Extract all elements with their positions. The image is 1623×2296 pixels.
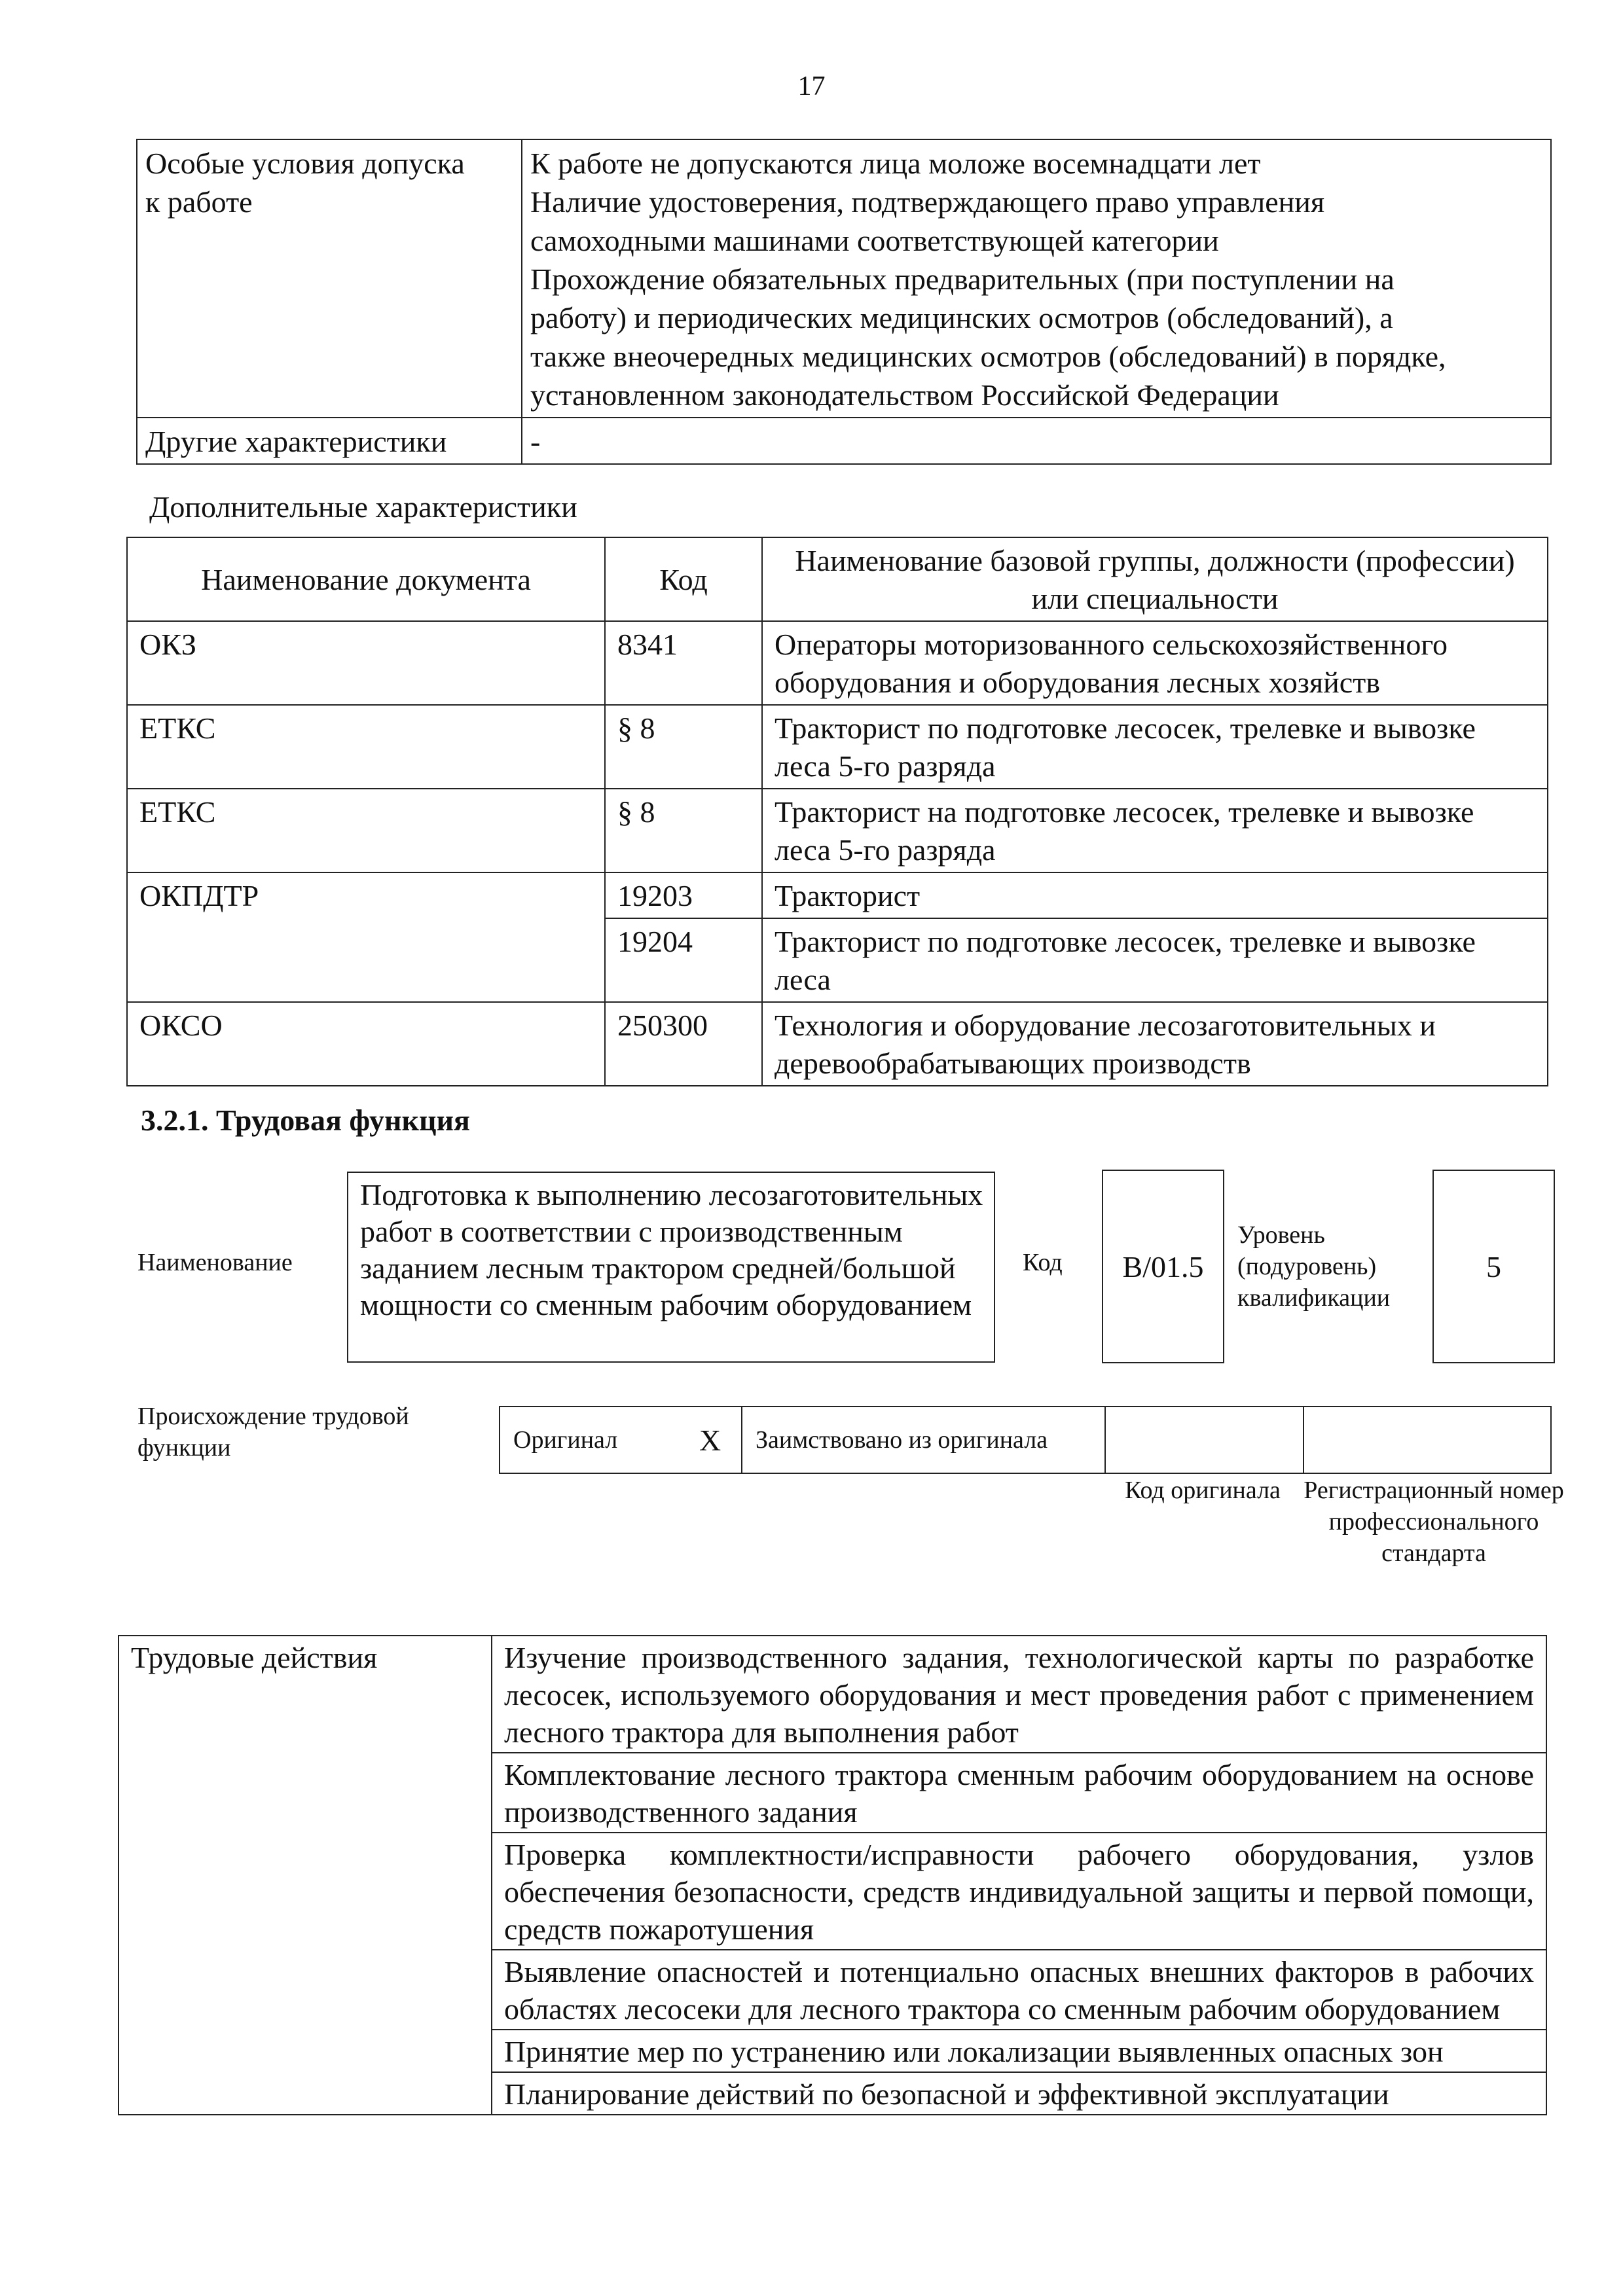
table-cell-value bbox=[522, 139, 1551, 418]
labor-actions-table bbox=[118, 1635, 1547, 2115]
table-row bbox=[119, 1636, 1546, 1753]
original-code-cell bbox=[1105, 1407, 1304, 1473]
origin-label: Происхождение трудовой функции bbox=[137, 1403, 409, 1462]
header-document: Наименование документа bbox=[127, 537, 605, 621]
cell-name: Операторы моторизованного сельскохозяйственного оборудования и оборудования лесных хозяйств bbox=[762, 621, 1548, 705]
classifier-table bbox=[126, 537, 1548, 1086]
labor-action-item: Проверка комплектности/исправности рабочего оборудования, узлов обеспечения безопасности, средств индивидуальной защиты и первой помощи, средств пожаротушения bbox=[492, 1833, 1546, 1950]
label-line: к работе bbox=[145, 185, 253, 219]
value-line: самоходными машинами соответствующей категории bbox=[530, 224, 1219, 257]
cell-document: ЕТКС bbox=[127, 789, 605, 872]
page-number: 17 bbox=[797, 71, 826, 101]
label-line: Особые условия допуска bbox=[145, 147, 465, 180]
origin-table bbox=[499, 1406, 1552, 1474]
value-line: Наличие удостоверения, подтверждающего право управления bbox=[530, 185, 1325, 219]
level-label: Уровень (подуровень) квалификации bbox=[1237, 1221, 1391, 1312]
labor-actions-label: Трудовые действия bbox=[119, 1636, 492, 2115]
value-line: К работе не допускаются лица моложе восемнадцати лет bbox=[530, 147, 1261, 180]
additional-heading: Дополнительные характеристики bbox=[149, 490, 577, 524]
registration-caption: Регистрационный номер профессионального стандарта bbox=[1304, 1477, 1564, 1567]
value-line: работу) и периодических медицинских осмотров (обследований), а bbox=[530, 301, 1393, 334]
registration-number-cell bbox=[1304, 1407, 1551, 1473]
table-row bbox=[500, 1407, 1551, 1473]
labor-function-title: 3.2.1. Трудовая функция bbox=[141, 1103, 470, 1137]
labor-action-item: Комплектование лесного трактора сменным рабочим оборудованием на основе производственного задания bbox=[492, 1753, 1546, 1833]
value-line: также внеочередных медицинских осмотров (обследований) в порядке, bbox=[530, 340, 1446, 373]
original-mark: X bbox=[686, 1407, 742, 1473]
level-value-box: 5 bbox=[1432, 1170, 1555, 1363]
name-label: Наименование bbox=[137, 1249, 293, 1276]
value-line: Прохождение обязательных предварительных (при поступлении на bbox=[530, 262, 1395, 296]
table-header-row bbox=[127, 537, 1548, 621]
cell-document: ОКПДТР bbox=[127, 872, 605, 1002]
cell-document: ОКЗ bbox=[127, 621, 605, 705]
borrowed-label: Заимствовано из оригинала bbox=[742, 1407, 1105, 1473]
labor-action-item: Выявление опасностей и потенциально опасных внешних факторов в рабочих областях лесосеки для лесного трактора со сменным рабочим оборудованием bbox=[492, 1950, 1546, 2030]
label-line: Другие характеристики bbox=[145, 425, 447, 458]
header-code: Код bbox=[605, 537, 762, 621]
table-cell-label bbox=[137, 139, 522, 418]
function-name-box: Подготовка к выполнению лесозаготовительных работ в соответствии с производственным заданием лесным трактором средней/большой мощности со сменным рабочим оборудованием bbox=[347, 1172, 995, 1363]
labor-action-item: Принятие мер по устранению или локализации выявленных опасных зон bbox=[492, 2030, 1546, 2072]
cell-code: § 8 bbox=[605, 705, 762, 789]
table-row bbox=[137, 418, 1551, 464]
table-row bbox=[127, 872, 1548, 918]
value-line: установленном законодательством Российской Федерации bbox=[530, 378, 1279, 412]
cell-code: 19204 bbox=[605, 918, 762, 1002]
table-cell-label bbox=[137, 418, 522, 464]
table-row bbox=[127, 789, 1548, 872]
value-line: - bbox=[530, 425, 541, 458]
cell-name: Технология и оборудование лесозаготовительных и деревообрабатывающих производств bbox=[762, 1002, 1548, 1086]
code-caption: Код оригинала bbox=[1125, 1477, 1281, 1504]
cell-name: Тракторист на подготовке лесосек, трелевке и вывозке леса 5-го разряда bbox=[762, 789, 1548, 872]
header-name: Наименование базовой группы, должности (профессии) или специальности bbox=[762, 537, 1548, 621]
table-row bbox=[127, 705, 1548, 789]
table-row bbox=[127, 621, 1548, 705]
cell-name: Тракторист bbox=[762, 872, 1548, 918]
cell-code: 19203 bbox=[605, 872, 762, 918]
original-label: Оригинал bbox=[500, 1407, 686, 1473]
labor-action-item: Изучение производственного задания, технологической карты по разработке лесосек, используемого оборудования и мест проведения работ с применением лесного трактора для выполнения работ bbox=[492, 1636, 1546, 1753]
labor-action-item: Планирование действий по безопасной и эффективной эксплуатации bbox=[492, 2072, 1546, 2115]
code-label: Код bbox=[1023, 1249, 1063, 1276]
function-code-box: В/01.5 bbox=[1102, 1170, 1224, 1363]
access-conditions-table bbox=[136, 139, 1552, 465]
cell-code: § 8 bbox=[605, 789, 762, 872]
cell-document: ЕТКС bbox=[127, 705, 605, 789]
cell-code: 250300 bbox=[605, 1002, 762, 1086]
cell-document: ОКСО bbox=[127, 1002, 605, 1086]
table-cell-value bbox=[522, 418, 1551, 464]
table-row bbox=[127, 1002, 1548, 1086]
table-row bbox=[137, 139, 1551, 418]
cell-name: Тракторист по подготовке лесосек, трелевке и вывозке леса 5-го разряда bbox=[762, 705, 1548, 789]
cell-code: 8341 bbox=[605, 621, 762, 705]
cell-name: Тракторист по подготовке лесосек, трелевке и вывозке леса bbox=[762, 918, 1548, 1002]
